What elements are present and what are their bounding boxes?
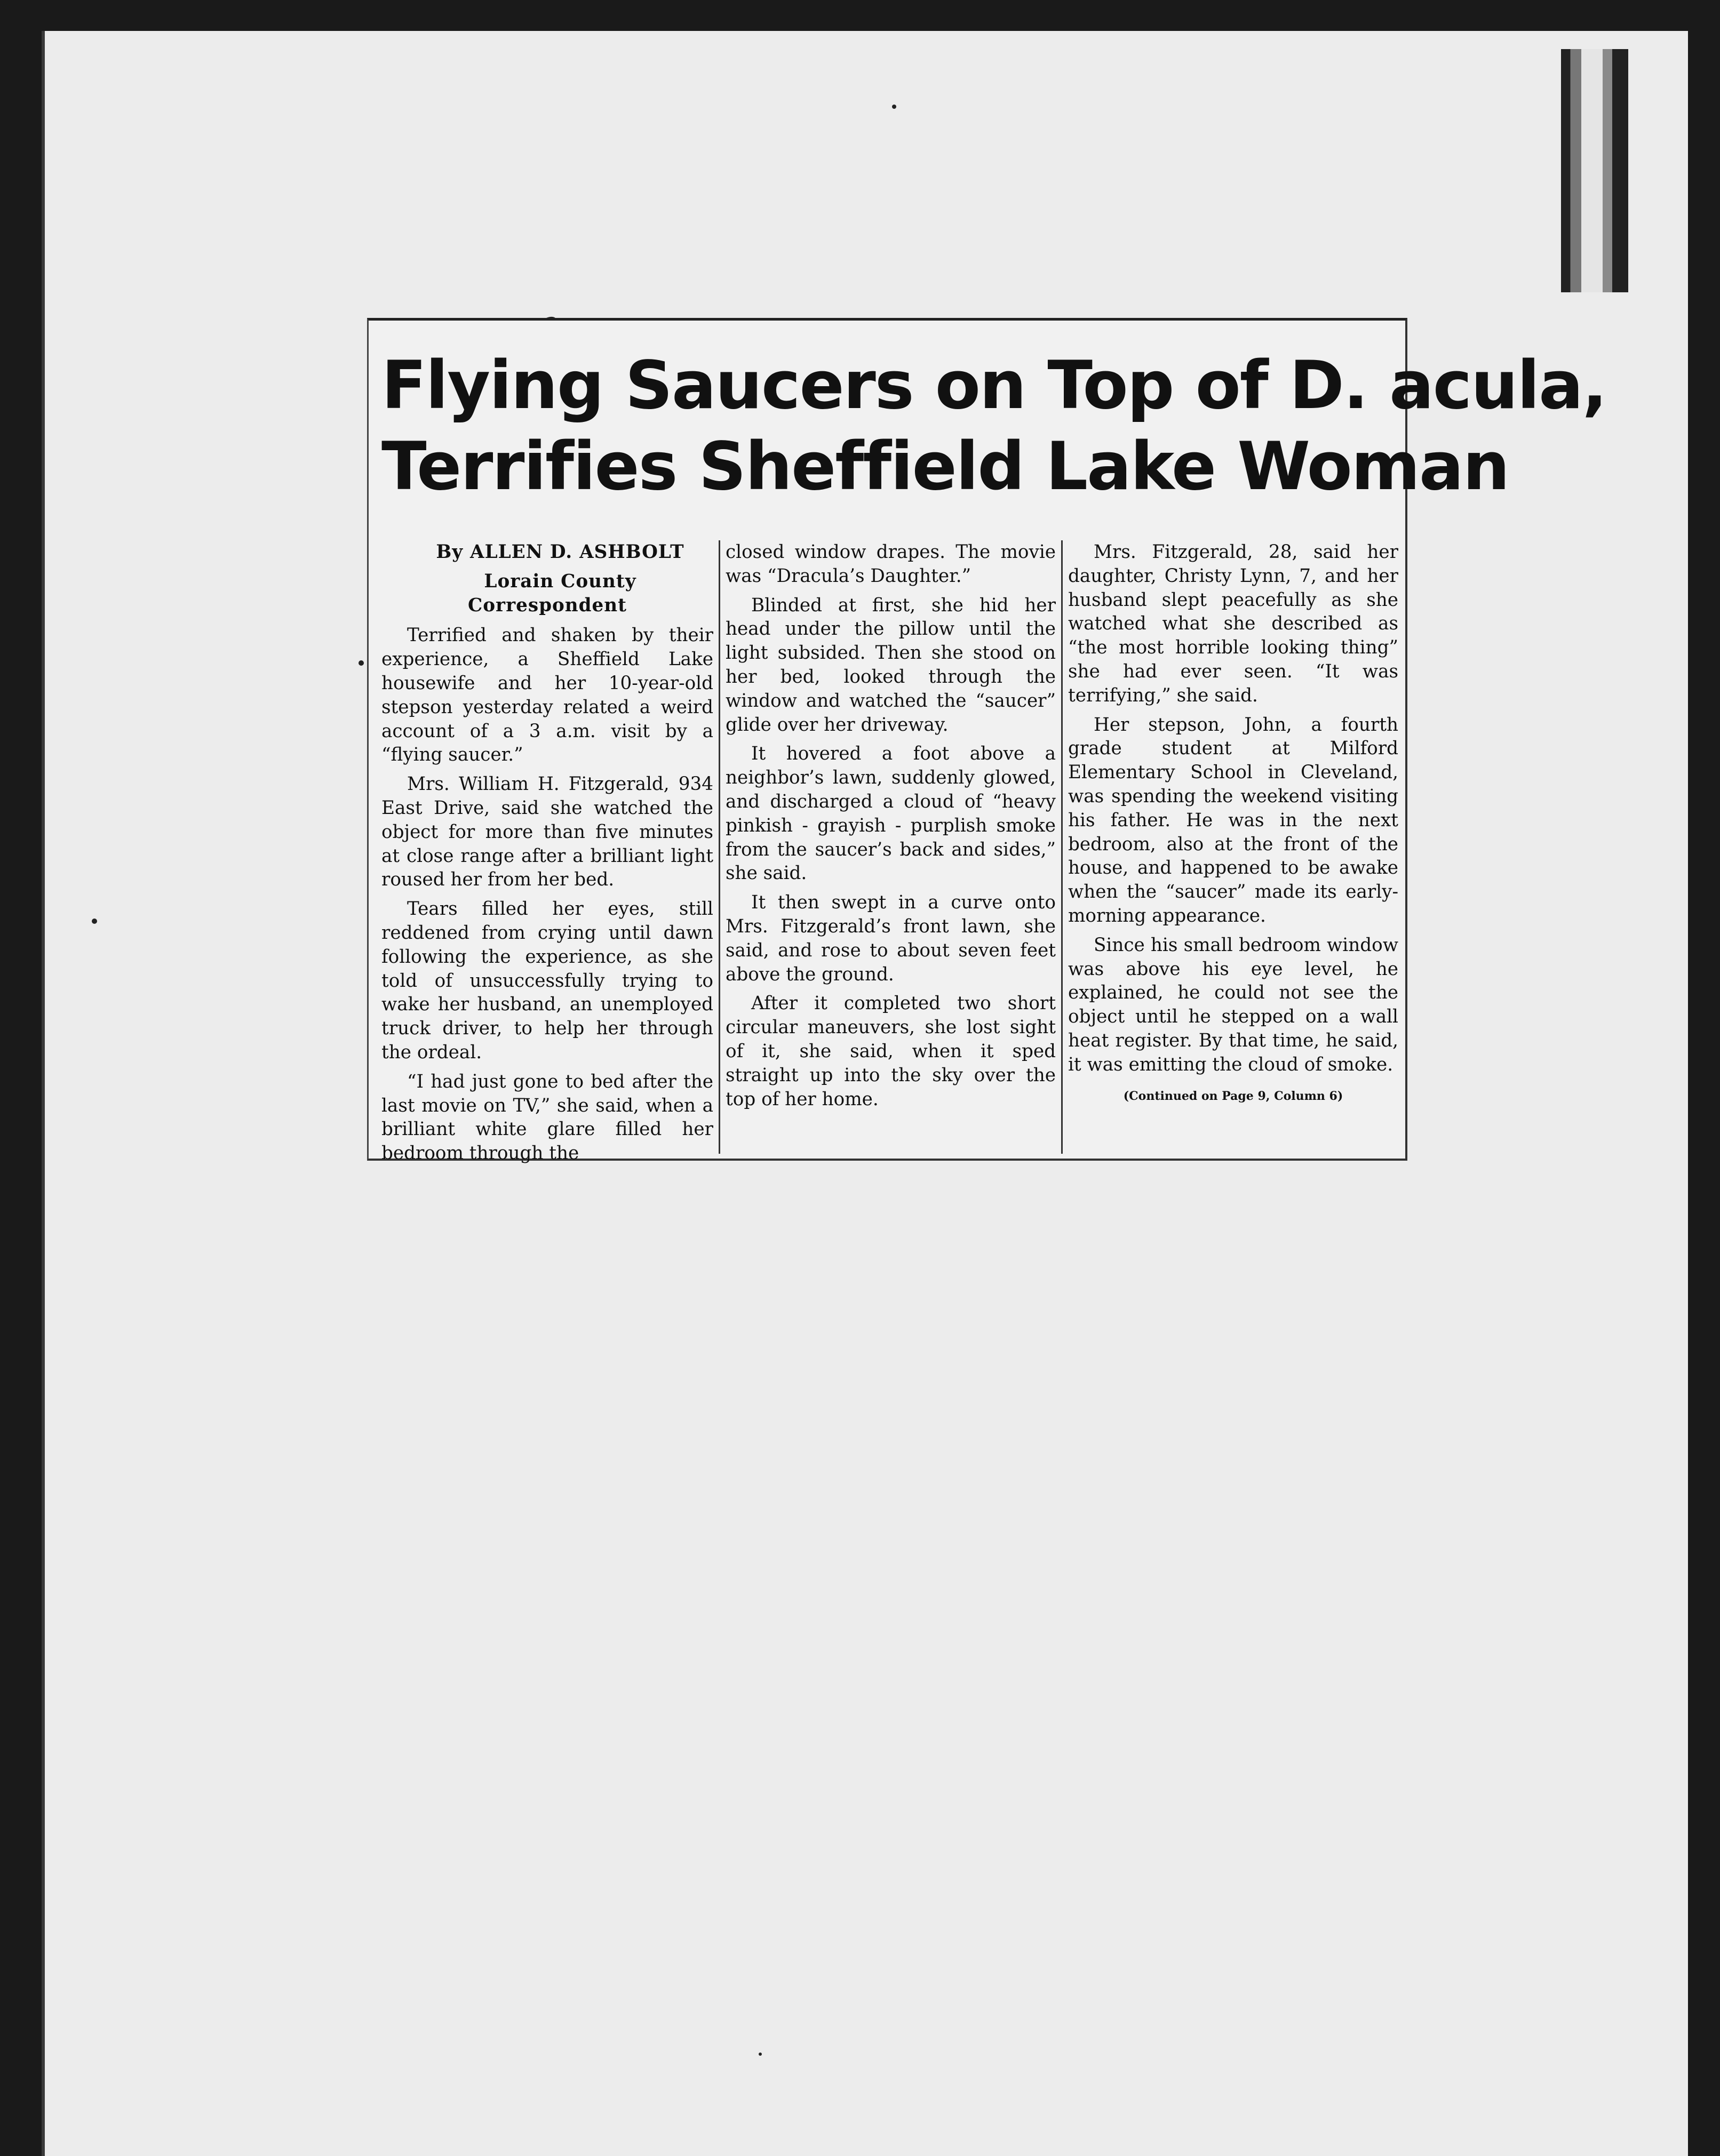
column-2 bbox=[719, 540, 1061, 1154]
article-columns bbox=[376, 540, 1404, 1164]
paragraph: It hovered a foot above a neighbor’s lawn, suddenly glowed, and discharged a cloud of “heavy pinkish - grayish - purplish smoke from the saucer’s back and sides,” she said. bbox=[726, 743, 1056, 884]
paragraph: It then swept in a curve onto Mrs. Fitzgerald’s front lawn, she said, and rose to about seven feet above the ground. bbox=[726, 892, 1056, 985]
paragraph: After it completed two short circular maneuvers, she lost sight of it, she said, when it sped straight up into the sky over the top of her home. bbox=[726, 993, 1056, 1110]
dust-speck bbox=[759, 2053, 762, 2056]
paragraph: Blinded at first, she hid her head under the pillow until the light subsided. Then she stood on her bed, looked through the window and watched the “saucer” glide over her driveway. bbox=[726, 594, 1056, 736]
dust-speck bbox=[92, 919, 97, 924]
paragraph: Terrified and shaken by their experience, a Sheffield Lake housewife and her 10-year-old stepson yesterday related a weird account of a 3 a.m. visit by a “flying saucer.” bbox=[381, 625, 713, 766]
dust-speck bbox=[359, 660, 364, 666]
paragraph: Tears filled her eyes, still reddened from crying until dawn following the experience, as she told of unsuccessfully trying to wake her husband, an unemployed truck driver, to help her through the ordeal. bbox=[381, 898, 713, 1063]
byline-role: Lorain County Correspondent bbox=[468, 570, 636, 616]
continued-line: (Continued on Page 9, Column 6) bbox=[1123, 1089, 1343, 1103]
column-3 bbox=[1061, 540, 1404, 1154]
film-edge-tab bbox=[1561, 49, 1628, 292]
byline: By ALLEN D. ASHBOLT bbox=[436, 541, 684, 563]
newspaper-clipping bbox=[367, 318, 1606, 1164]
paragraph-continued: closed window drapes. The movie was “Dracula’s Daughter.” bbox=[726, 541, 1056, 587]
paragraph: Her stepson, John, a fourth grade student at Milford Elementary School in Cleveland, was spending the weekend visiting his father. He was in the next bedroom, also at the front of the house, and happened to be awake when the “saucer” made its early-morning appearance. bbox=[1068, 714, 1398, 927]
paragraph: “I had just gone to bed after the last movie on TV,” she said, when a brilliant white glare filled her bedroom through the bbox=[381, 1071, 713, 1164]
dust-speck bbox=[892, 105, 896, 109]
paragraph: Mrs. William H. Fitzgerald, 934 East Drive, said she watched the object for more than five minutes at close range after a brilliant light roused her from her bed. bbox=[381, 773, 713, 891]
headline bbox=[381, 345, 1606, 507]
column-1 bbox=[376, 540, 719, 1164]
paragraph: Mrs. Fitzgerald, 28, said her daughter, Christy Lynn, 7, and her husband slept peacefully as she watched what she described as “the most horrible looking thing” she had ever seen. “It was terrifying,” she said. bbox=[1068, 541, 1398, 706]
headline-line-2: Terrifies Sheffield Lake Woman bbox=[381, 428, 1509, 505]
paragraph: Since his small bedroom window was above his eye level, he explained, he could not see the object until he stepped on a wall heat register. By that time, he said, it was emitting the cloud of smoke. bbox=[1068, 934, 1398, 1075]
headline-line-1: Flying Saucers on Top of D. acula, bbox=[381, 347, 1606, 424]
